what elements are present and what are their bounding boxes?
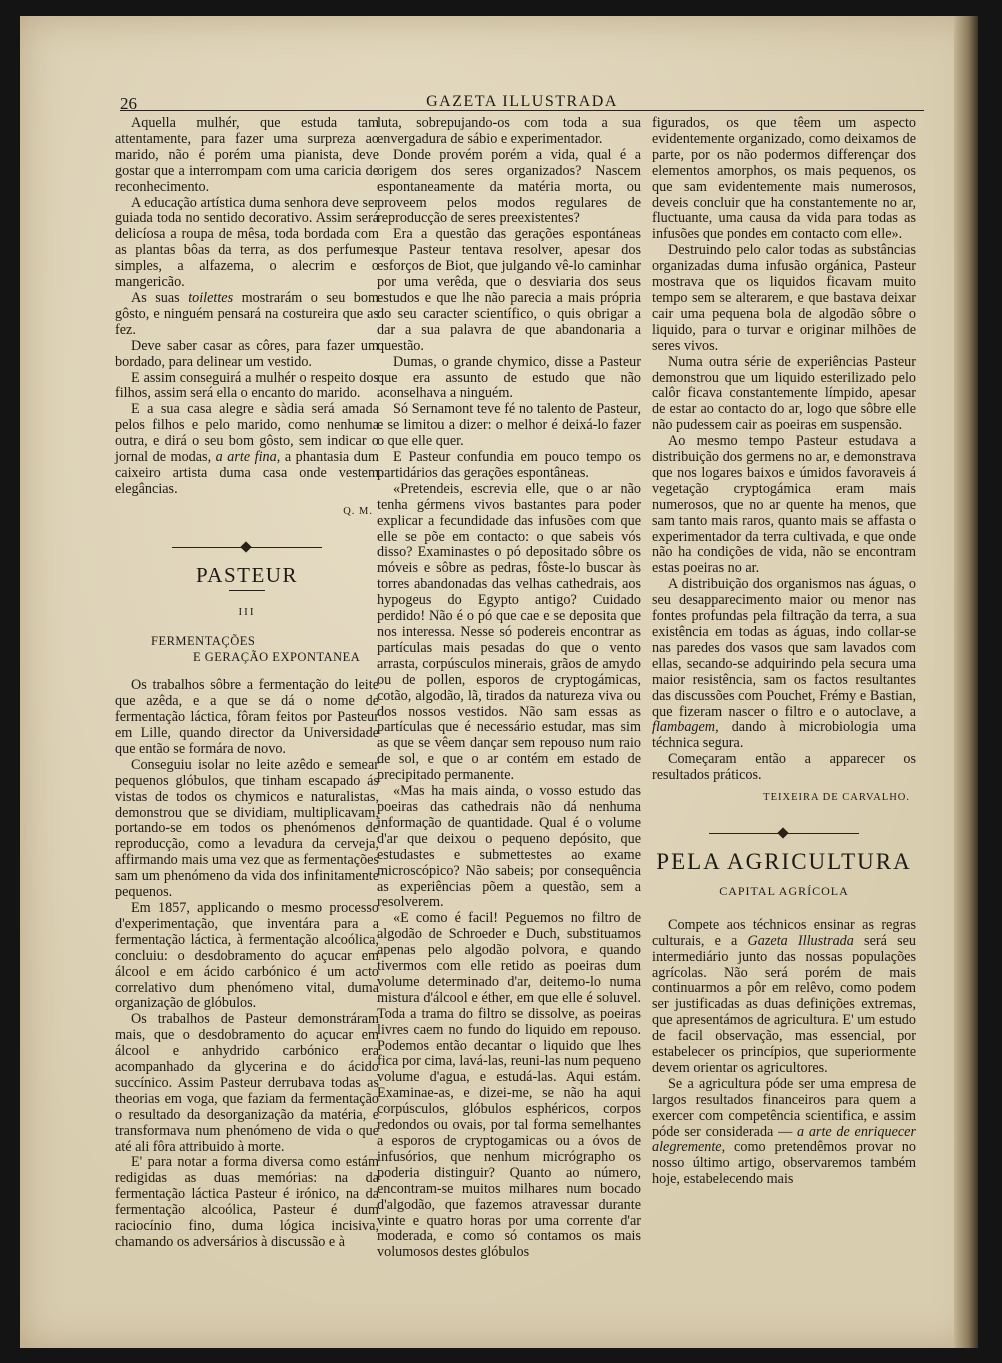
paragraph: Se a agricultura póde ser uma empresa de largos resultados financeiros para quem a exercer com competência scientifica, e assim póde ser considerada — a arte de enriquecer alegremente, como pretendêmos provar no nosso último artigo, observaremos também hoje, estabelecendo mais — [652, 1075, 916, 1188]
paragraph: E assim conseguirá a mulhér o respeito dos filhos, assim será ella o encanto do marido. — [115, 369, 379, 402]
paragraph: Aquella mulhér, que estuda tam attentamente, para fazer uma surpreza ao marido, não é porém uma pianista, deve gostar que a interrompam com uma caricia de reconhecimento. — [115, 115, 379, 195]
paragraph: Era a questão das gerações espontáneas que Pasteur tentava resolver, apesar dos esforços de Biot, que julgando vê-lo caminhar por uma verêda, que o desviaria dos seus estudos e que lhe não parecia a mais própria do seu caracter scientífico, o quis obrigar a dar a sua palavra de que abandonaria a questão. — [377, 226, 641, 354]
masthead: GAZETA ILLUSTRADA — [426, 93, 618, 110]
chapter-number: III — [238, 605, 256, 618]
paragraph: Destruindo pelo calor todas as substâncias organizadas duma infusão orgánica, Pasteur mostrava que os liquidos ficavam muito tempo sem se alterarem, e que bastava deixar cair uma pequena bola de algodão sôbre o liquido, para o turvar e originar milhões de seres vivos. — [652, 242, 916, 354]
section-title: PELA AGRICULTURA — [656, 848, 912, 874]
paragraph: figurados, os que têem um aspecto evidentemente organizado, como deixamos de parte, por os não podermos differençar dos elementos amorphos, os mais pequenos, os que sam evidentemente mais numerosos, deveis concluir que ha constantemente no ar, fluctuante, uma causa da vida para todas as infusões que pondes em contacto com elle». — [652, 115, 916, 243]
paragraph: Em 1857, applicando o mesmo processo d'experimentação, que inventára para a fermentação láctica, à fermentação alcoólica, concluiu: o desdobramento do açucar em álcool e em ácido carbónico é um acto correlativo dum phenómeno vital, duma organização de glóbulos. — [115, 899, 379, 1012]
paragraph: luta, sobrepujando-os com toda a sua envergadura de sábio e experimentador. — [377, 115, 641, 147]
italic-term: Gazeta Illustrada — [747, 932, 854, 949]
italic-term: toilettes — [188, 289, 234, 306]
author-signature: Q. M. — [343, 505, 373, 517]
column-1 — [115, 116, 379, 1251]
paragraph: Dumas, o grande chymico, disse a Pasteur que era assunto de estudo que não aconselhava a ninguém. — [377, 353, 641, 402]
section-subtitle: CAPITAL AGRÍCOLA — [719, 883, 849, 898]
paragraph: Ao mesmo tempo Pasteur estudava a distribuição dos germens no ar, e demonstrava que nos logares baixos e úmidos favoraveis á vegetação cryptogámica eram mais numerosos, que no ar quente ha menos, que sam tanto mais raros, quanto mais se affasta o experimentador da terra cultivada, e que onde não ha condições de vida, não se encontram estas poeiras no ar. — [652, 433, 916, 577]
paragraph: Numa outra série de experiências Pasteur demonstrou que um liquido esterilizado pelo calôr ficava constantemente límpido, apesar de estar ao contacto do ar, logo que sôbre elle não pudessem cair as poeiras em suspensão. — [652, 353, 916, 434]
paragraph: Donde provém porém a vida, qual é a origem dos seres organizados? Nascem espontaneamente da matéria morta, ou proveem pelos modos regulares de reproducção de seres preexistentes? — [377, 146, 641, 227]
page-gutter-shadow — [954, 16, 978, 1348]
paragraph: Conseguiu isolar no leite azêdo e semear pequenos glóbulos, que tinham escapado ás vistas de todos os chymicos e naturalistas, demonstrou que se dividiam, multiplicavam, portando-se em todos os phenómenos de reproducção, como a levadura da cerveja, affirmando mais uma vez que as fermentações sam um phenómeno da vida dos infinitamente pequenos. — [115, 756, 379, 901]
paragraph: A distribuição dos organismos nas águas, o seu desapparecimento maior ou menor nas fontes profundas pela filtração da terra, a sua existência em todas as águas, indo collar-se nas paredes dos vasos que sam lavados com ellas, secando-se adquirindo pela secura uma maior resistência, sam os factos resultantes das discussões com Pouchet, Frémy e Bastian, que fizeram nascer o filtro e o autoclave, a flambagem, dando à microbiologia uma téchnica segura. — [652, 576, 916, 752]
paragraph: Só Sernamont teve fé no talento de Pasteur, e se limitou a dizer: o melhor é deixá-lo fazer o que elle quer. — [377, 401, 641, 450]
page-number: 26 — [120, 94, 137, 113]
paragraph: Deve saber casar as côres, para fazer um bordado, para delinear um vestido. — [115, 337, 379, 370]
paragraph: A educação artística duma senhora deve ser guiada toda no sentido decorativo. Assim será delicíosa a roupa de mêsa, toda bordada com as plantas bôas da terra, as dos perfumes simples, a alfazema, o alecrim e o mangericão. — [115, 194, 379, 291]
section-title: PASTEUR — [196, 562, 298, 587]
paragraph: Compete aos téchnicos ensinar as regras culturais, e a Gazeta Illustrada será seu intermediário junto das nossas populações agrícolas. Não será porém de mais continuarmos a pôr em relêvo, como podem ser justificadas as duas definições extremas, que apresentámos de agricultura. E' um estudo de facil observação, mas essencial, por estabelecer os princípios, que superiormente devem orientar os agricultores. — [652, 916, 916, 1076]
section-ornament — [172, 542, 322, 554]
paragraph: «Mas ha mais ainda, o vosso estudo das poeiras das cathedrais não dá nenhuma informação de quantidade. Qual é o volume d'ar que deixou o pequeno depósito, que estudastes e submettestes ao exame microscópico? Não sabeis; por consequência as experiências põem a questão, sem a resolverem. — [377, 783, 641, 911]
italic-term: a arte fina — [215, 449, 277, 466]
paragraph: Começaram então a apparecer os resultados práticos. — [652, 751, 916, 784]
italic-term: a arte de enriquecer alegremente — [652, 1123, 916, 1156]
italic-term: flambagem — [652, 719, 716, 736]
paragraph: «Pretendeis, escrevia elle, que o ar não tenha gérmens vivos bastantes para poder explicar a fecundidade das infusões com que elle se põe em contacto: o que sabeis vós disso? Examinastes o pó depositado sôbre os móveis e sôbre as pedras, fôste-lo buscar às torres abandonadas das velhas cathedrais, aos hypogeus do Egypto antigo? Cuidado perdido! Não é o pó que cae e se deposita que nos interessa. Nesse só podereis encontrar as partículas mais pesadas do que o vento arrasta, corpúsculos minerais, grãos de amydo ou de pollen, esporos de cryptogámicas, cotão, algodão, lã, tirados da natureza viva ou dos nossos vestidos. Não sam essas as partículas que é necessário estudar, mas sim as que se vêem dançar sem repouso num raio de sol, e que o ar contém em estado de precipitado permanente. — [377, 480, 641, 784]
section-ornament — [709, 828, 859, 840]
column-3 — [652, 116, 916, 1188]
paragraph: As suas toilettes mostrarám o seu bom gôsto, e ninguém pensará na costureira que as fez. — [115, 289, 380, 338]
paragraph: Os trabalhos de Pasteur demonstráram mais, que o desdobramento do açucar em álcool e anhydrido carbónico era acompanhado da glycerina e do ácido succínico. Assim Pasteur derrubava todas as theorias em voga, que faziam da fermentação o resultado da desorganização da matéria, e transformava num phenómeno de vida o que até ali fôra attribuido à morte. — [115, 1011, 379, 1155]
paragraph: «E como é facil! Peguemos no filtro de algodão de Schroeder e Duch, substituamos apenas pelo algodão polvora, e quando tivermos com elle retido as poeiras dum volume determinado d'ar, deitemo-lo numa mistura d'álcool e éther, em que elle é soluvel. Toda a trama do filtro se dissolve, as poeiras livres caem no fundo do liquido em repouso. Podemos então decantar o liquido que lhes fica por cima, lavá-las, reuni-las num pequeno volume d'agua, e estudá-las. Aqui estám. Examinae-as, e dizei-me, se não ha aqui corpúsculos, glóbulos esphéricos, corpos redondos ou ovais, por tal forma semelhantes a esporos de cryptogamicas ou a óvos de infusórios, que nenhum micrógrapho os poderia distinguir? Quanto ao número, encontram-se muitos milhares num bocado d'algodão, que fazemos atravessar durante vinte e quatro horas por uma corrente d'ar moderada, e como só contamos os mais volumosos destes glóbulos — [377, 910, 641, 1261]
paragraph: E a sua casa alegre e sàdia será amada pelos filhos e pelo marido, como nenhuma outra, e dirá o seu bom gôsto, sem indicar o jornal de modas, a arte fina, a phantasia dum caixeiro artista duma casa onde vestem elegâncias. — [115, 401, 379, 497]
paragraph: E' para notar a forma diversa como estám redigidas as duas memórias: na da fermentação láctica Pasteur é irónico, na da fermentação alcoólica, Pasteur é dum raciocínio fino, duma lógica incisiva, chamando os adversários à discussão e à — [115, 1154, 379, 1250]
page-header — [120, 76, 924, 111]
subtitle-line-2: E GERAÇÃO EXPONTANEA — [193, 650, 361, 665]
title-rule — [229, 590, 265, 591]
column-2 — [377, 116, 641, 1261]
paragraph: Os trabalhos sôbre a fermentação do leite que azêda, e a que se dá o nome de fermentação láctica, fôram feitos por Pasteur em Lille, quando director da Universidade que então se formára de novo. — [115, 677, 379, 757]
paragraph: E Pasteur confundia em pouco tempo os partidários das gerações espontâneas. — [377, 449, 641, 481]
subtitle-line-1: FERMENTAÇÕES — [151, 634, 256, 649]
author-signature: TEIXEIRA DE CARVALHO. — [763, 792, 910, 804]
